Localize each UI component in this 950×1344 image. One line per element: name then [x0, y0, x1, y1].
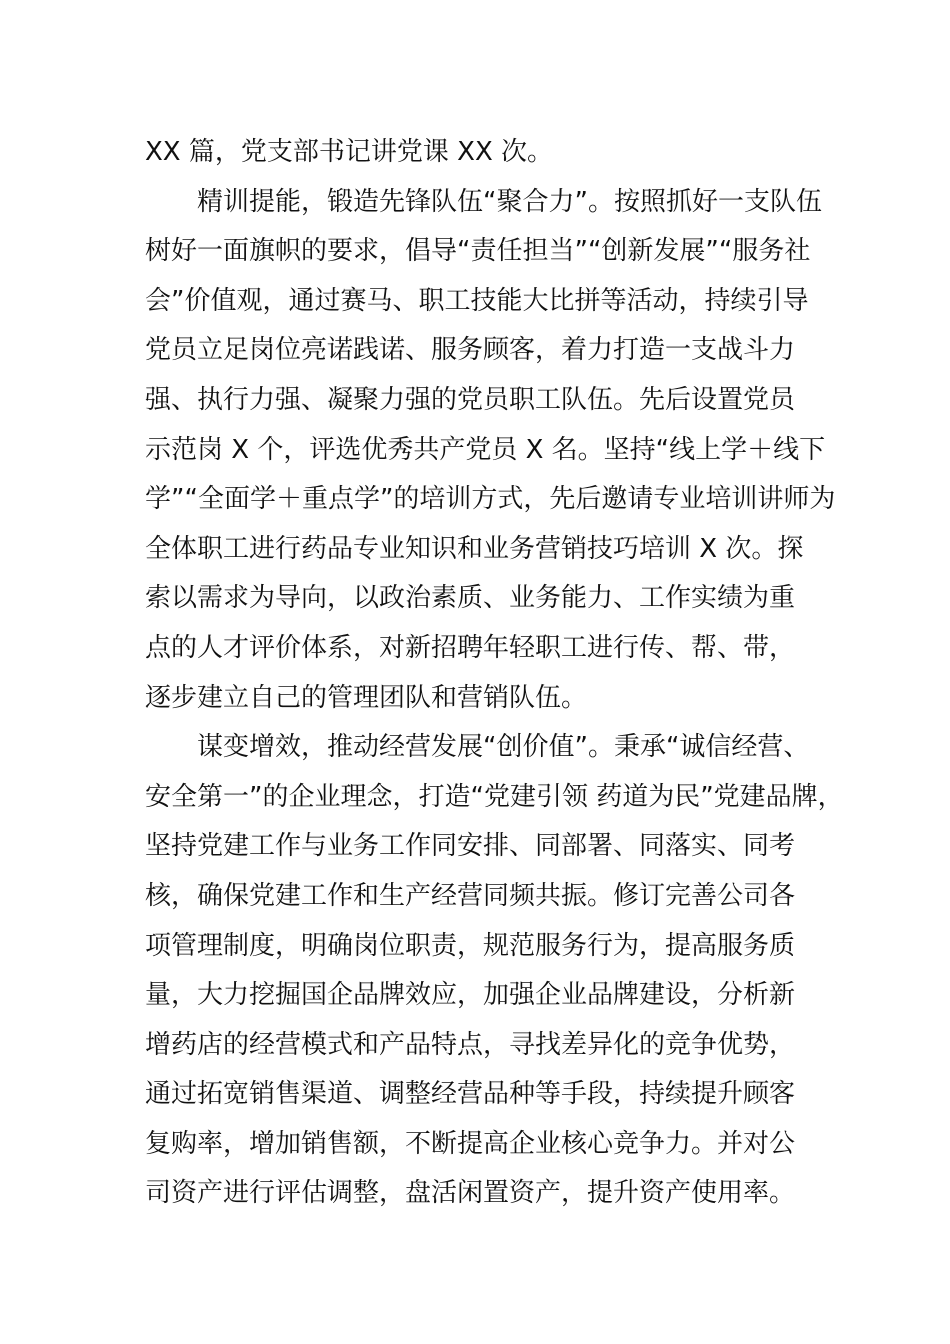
text-line: 核，确保党建工作和生产经营同频共振。修订完善公司各: [145, 880, 796, 911]
text-line: 量，大力挖掘国企品牌效应，加强企业品牌建设，分析新: [145, 980, 796, 1011]
text-line: 增药店的经营模式和产品特点，寻找差异化的竞争优势，: [145, 1029, 796, 1060]
text-line: 树好一面旗帜的要求，倡导“责任担当”“创新发展”“服务社: [145, 236, 811, 267]
text-line: 项管理制度，明确岗位职责，规范服务行为，提高服务质: [145, 930, 796, 961]
text-line: 复购率，增加销售额，不断提高企业核心竞争力。并对公: [145, 1128, 796, 1159]
text-line: XX 篇，党支部书记讲党课 XX 次。: [145, 137, 554, 167]
text-line: 强、执行力强、凝聚力强的党员职工队伍。先后设置党员: [145, 384, 796, 415]
text-line: 逐步建立自己的管理团队和营销队伍。: [145, 682, 588, 713]
text-line: 索以需求为导向，以政治素质、业务能力、工作实绩为重: [145, 583, 796, 614]
text-line: 安全第一”的企业理念，打造“党建引领 药道为民”党建品牌，: [145, 781, 844, 812]
text-line: 学”“全面学＋重点学”的培训方式，先后邀请专业培训讲师为: [145, 484, 836, 515]
text-line: 坚持党建工作与业务工作同安排、同部署、同落实、同考: [145, 831, 796, 862]
paragraph-start-line: 精训提能，锻造先锋队伍“聚合力”。按照抓好一支队伍: [197, 186, 822, 217]
paragraph-start-line: 谋变增效，推动经营发展“创价值”。秉承“诚信经营、: [197, 732, 810, 763]
text-line: 党员立足岗位亮诺践诺、服务顾客，着力打造一支战斗力: [145, 335, 796, 366]
text-line: 通过拓宽销售渠道、调整经营品种等手段，持续提升顾客: [145, 1079, 796, 1110]
text-line: 司资产进行评估调整，盘活闲置资产，提升资产使用率。: [145, 1178, 796, 1209]
text-line: 示范岗 X 个，评选优秀共产党员 X 名。坚持“线上学＋线下: [145, 434, 826, 465]
text-line: 点的人才评价体系，对新招聘年轻职工进行传、帮、带，: [145, 632, 796, 663]
text-line: 全体职工进行药品专业知识和业务营销技巧培训 X 次。探: [145, 533, 804, 564]
text-line: 会”价值观，通过赛马、职工技能大比拼等活动，持续引导: [145, 285, 809, 316]
document-body: [145, 128, 844, 1219]
